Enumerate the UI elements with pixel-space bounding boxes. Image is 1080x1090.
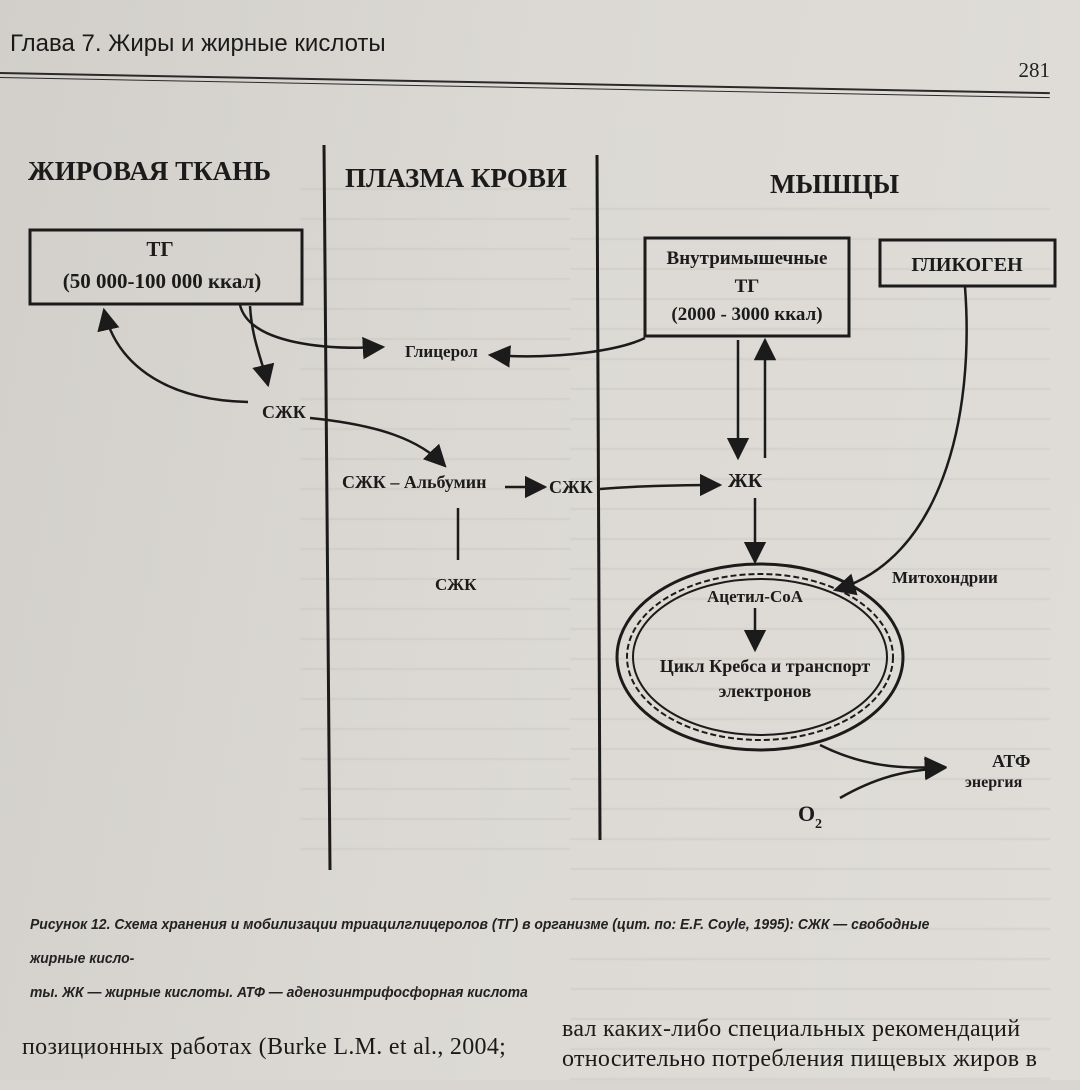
atp-label: АТФ (992, 751, 1031, 771)
arrow-plasma-ffa-to-fa (600, 485, 720, 489)
body-right-line1: вал каких-либо специальных рекомендаций (562, 1016, 1021, 1042)
krebs-line2: электронов (718, 681, 812, 701)
fa-muscle-label: ЖК (728, 470, 763, 492)
column-header-adipose: ЖИРОВАЯ ТКАНЬ (28, 156, 272, 186)
arrow-glycogen-to-acetylcoa (835, 287, 967, 590)
arrow-oxygen-to-atp (840, 768, 945, 798)
acetyl-coa-label: Ацетил-CoA (707, 587, 804, 606)
imtg-line2: ТГ (734, 276, 760, 297)
imtg-box (645, 238, 849, 336)
arrow-krebs-to-atp (820, 745, 945, 768)
arrow-tg-to-ffa (250, 306, 268, 385)
tg-box-line1: ТГ (146, 237, 174, 261)
caption-line1: Рисунок 12. Схема хранения и мобилизации триацилглицеролов (ТГ) в организме (цит. по: E.F. Coyle, 1995): СЖК — свободные жирные кисло- (30, 916, 930, 967)
arrow-ffa-to-albumin (310, 418, 445, 466)
running-head: Глава 7. Жиры и жирные кислоты (10, 30, 386, 57)
body-right-line2: относительно потребления пищевых жиров в (562, 1046, 1038, 1072)
ffa-albumin-label: СЖК – Альбумин (342, 472, 487, 492)
mitochondria-label: Митохондрии (892, 568, 998, 587)
ffa-free-label: СЖК (435, 575, 477, 594)
arrow-imtg-to-glycerol (490, 338, 645, 356)
figure-caption (30, 908, 988, 1010)
oxygen-label: O (798, 801, 816, 826)
ffa-plasma-label: СЖК (549, 477, 593, 497)
caption-line2: ты. ЖК — жирные кислоты. АТФ — аденозинтрифосфорная кислота (30, 984, 528, 1001)
glycogen-label: ГЛИКОГЕН (911, 254, 1023, 276)
body-right-column (562, 1014, 1062, 1074)
oxygen-subscript: 2 (815, 817, 822, 832)
glycogen-box (880, 240, 1055, 286)
imtg-line3: (2000 - 3000 ккал) (671, 304, 823, 325)
page-number: 281 (1018, 58, 1050, 82)
tg-box-line2: (50 000-100 000 ккал) (62, 269, 262, 293)
column-header-muscle: МЫШЦЫ (770, 169, 900, 199)
body-left-line: позиционных работах (Burke L.M. et al., 2004; (22, 1034, 507, 1060)
krebs-line1: Цикл Кребса и транспорт (659, 656, 871, 676)
ffa-adipose-label: СЖК (262, 402, 306, 422)
divider-plasma-muscle (597, 155, 600, 840)
tg-adipose-box (30, 230, 302, 304)
arrow-ffa-to-tg (104, 310, 248, 402)
glycerol-label: Глицерол (405, 342, 478, 361)
column-header-plasma: ПЛАЗМА КРОВИ (345, 163, 567, 193)
arrow-tg-to-glycerol (240, 305, 383, 348)
imtg-line1: Внутримышечные (666, 248, 828, 269)
energy-label: энергия (965, 774, 1023, 791)
divider-adipose-plasma (324, 145, 330, 870)
